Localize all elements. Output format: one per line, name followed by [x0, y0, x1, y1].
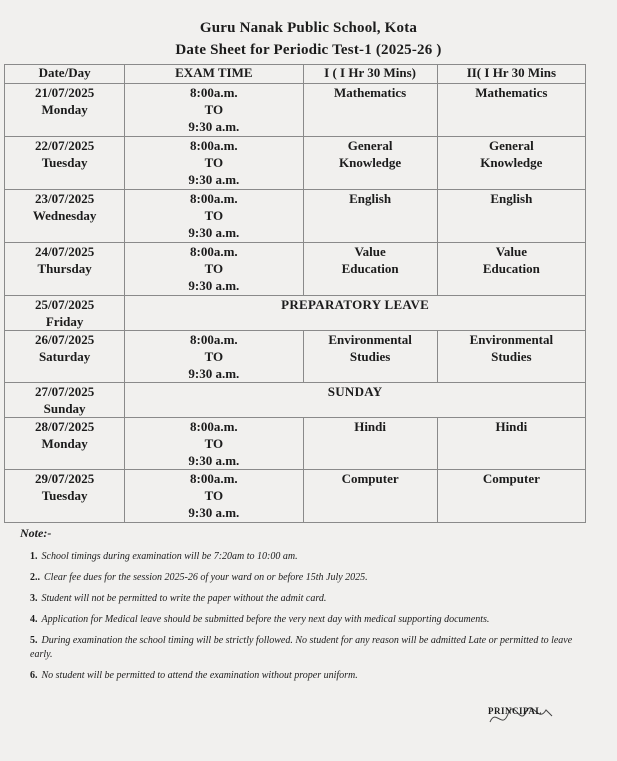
school-name: Guru Nanak Public School, Kota: [199, 20, 418, 36]
table-header-row: [5, 65, 586, 84]
date-day-cell: [5, 296, 125, 331]
paper-1-cell: [303, 470, 437, 523]
exam-time-line: 8:00a.m.: [190, 471, 238, 486]
header-exam-time: EXAM TIME: [125, 65, 303, 84]
day-text: Monday: [41, 102, 88, 117]
note-text: During examination the school timing will be strictly followed. No student for any reason will be admitted Late or permitted to leave early.: [30, 635, 573, 660]
exam-time-cell: [125, 84, 303, 137]
exam-time-cell: [125, 331, 303, 383]
date-text: 23/07/2025: [34, 191, 95, 206]
paper-2-cell: [437, 84, 585, 137]
day-text: Tuesday: [41, 155, 88, 170]
note-item: [20, 634, 580, 662]
day-text: Wednesday: [32, 208, 97, 223]
notes-section: [20, 526, 580, 690]
note-number: 2..: [30, 572, 40, 583]
date-day-cell: [5, 243, 125, 296]
note-number: 5.: [30, 635, 38, 646]
exam-time-line: TO: [204, 208, 224, 223]
day-text: Tuesday: [41, 488, 88, 503]
paper-1-cell: [303, 84, 437, 137]
exam-time-cell: [125, 190, 303, 243]
note-text: Clear fee dues for the session 2025-26 of your ward on or before 15th July 2025.: [44, 572, 368, 583]
table-row: [5, 470, 586, 523]
paper-1-line: Computer: [341, 471, 399, 486]
day-text: Friday: [45, 314, 84, 329]
paper-1-line: Mathematics: [334, 85, 407, 100]
paper-1-cell: [303, 418, 437, 470]
note-text: Student will not be permitted to write the paper without the admit card.: [41, 593, 327, 604]
table-row: [5, 137, 586, 190]
paper-2-line: Value: [495, 244, 528, 259]
notes-heading: Note:-: [20, 526, 52, 540]
table-row: [5, 418, 586, 470]
exam-time-line: 9:30 a.m.: [188, 453, 240, 468]
paper-2-line: Hindi: [495, 419, 528, 434]
note-item: [20, 550, 580, 564]
exam-time-line: TO: [204, 155, 224, 170]
paper-2-cell: [437, 190, 585, 243]
paper-1-line: Hindi: [354, 419, 386, 434]
paper-2-line: Mathematics: [475, 85, 548, 100]
table-row: [5, 190, 586, 243]
date-text: 24/07/2025: [34, 244, 95, 259]
note-text: Application for Medical leave should be submitted before the very next day with medical supporting documents.: [41, 614, 490, 625]
paper-1-line: Studies: [349, 349, 391, 364]
note-text: School timings during examination will be 7:20am to 10:00 am.: [41, 551, 298, 562]
exam-time-line: TO: [204, 349, 224, 364]
day-text: Sunday: [43, 401, 86, 416]
exam-time-cell: [125, 418, 303, 470]
table-row: [5, 84, 586, 137]
paper-2-line: Environmental: [469, 332, 554, 347]
paper-2-line: Education: [482, 261, 540, 276]
paper-1-cell: [303, 331, 437, 383]
paper-2-cell: [437, 470, 585, 523]
table-row: [5, 296, 586, 331]
paper-1-cell: [303, 137, 437, 190]
exam-time-line: 9:30 a.m.: [188, 225, 240, 240]
date-day-cell: [5, 331, 125, 383]
exam-time-line: TO: [204, 102, 224, 117]
span-note-cell: SUNDAY: [125, 383, 586, 418]
note-item: [20, 669, 580, 683]
exam-time-line: 8:00a.m.: [190, 244, 238, 259]
header-paper-1: I ( I Hr 30 Mins): [303, 65, 437, 84]
date-text: 27/07/2025: [34, 384, 95, 399]
note-number: 3.: [30, 593, 38, 604]
date-day-cell: [5, 137, 125, 190]
table-row: [5, 243, 586, 296]
paper-2-line: Computer: [482, 471, 540, 486]
paper-1-line: Knowledge: [339, 155, 402, 170]
exam-time-line: 8:00a.m.: [190, 138, 238, 153]
date-day-cell: [5, 190, 125, 243]
paper-2-line: General: [488, 138, 534, 153]
paper-1-line: Environmental: [328, 332, 412, 347]
date-day-cell: [5, 470, 125, 523]
date-day-cell: [5, 84, 125, 137]
exam-time-line: 9:30 a.m.: [188, 366, 240, 381]
note-item: [20, 613, 580, 627]
note-number: 6.: [30, 670, 38, 681]
exam-time-line: 9:30 a.m.: [188, 119, 240, 134]
date-text: 28/07/2025: [34, 419, 95, 434]
day-text: Monday: [41, 436, 88, 451]
date-day-cell: [5, 418, 125, 470]
date-text: 22/07/2025: [34, 138, 95, 153]
paper-1-line: Education: [341, 261, 399, 276]
paper-2-cell: [437, 331, 585, 383]
header-paper-2: II( I Hr 30 Mins: [437, 65, 585, 84]
table-body: [5, 84, 586, 523]
day-text: Thursday: [37, 261, 92, 276]
paper-2-line: English: [490, 191, 533, 206]
exam-time-line: 9:30 a.m.: [188, 172, 240, 187]
note-text: No student will be permitted to attend the examination without proper uniform.: [41, 670, 358, 681]
sheet-title: Date Sheet for Periodic Test-1 (2025-26 ): [175, 42, 442, 58]
principal-label: PRINCIPAL: [488, 706, 542, 716]
note-number: 1.: [30, 551, 38, 562]
paper-1-line: Value: [354, 244, 386, 259]
exam-time-line: 9:30 a.m.: [188, 505, 240, 520]
exam-time-line: 8:00a.m.: [190, 191, 238, 206]
exam-time-cell: [125, 243, 303, 296]
exam-time-cell: [125, 470, 303, 523]
table-row: [5, 383, 586, 418]
exam-time-cell: [125, 137, 303, 190]
exam-time-line: 8:00a.m.: [190, 85, 238, 100]
exam-time-line: 9:30 a.m.: [188, 278, 240, 293]
note-item: [20, 592, 580, 606]
date-text: 29/07/2025: [34, 471, 95, 486]
day-text: Saturday: [38, 349, 91, 364]
paper-1-line: General: [347, 138, 393, 153]
note-item: [20, 571, 580, 585]
table-row: [5, 331, 586, 383]
date-text: 25/07/2025: [34, 297, 95, 312]
header-date-day: Date/Day: [5, 65, 125, 84]
exam-time-line: 8:00a.m.: [190, 419, 238, 434]
exam-time-line: 8:00a.m.: [190, 332, 238, 347]
paper-1-line: English: [349, 191, 392, 206]
span-note-cell: PREPARATORY LEAVE: [125, 296, 586, 331]
paper-2-cell: [437, 137, 585, 190]
notes-list: [20, 550, 580, 683]
exam-time-line: TO: [204, 488, 224, 503]
paper-2-line: Knowledge: [480, 155, 543, 170]
paper-1-cell: [303, 190, 437, 243]
paper-2-cell: [437, 243, 585, 296]
note-number: 4.: [30, 614, 38, 625]
date-day-cell: [5, 383, 125, 418]
paper-2-line: Studies: [491, 349, 532, 364]
date-sheet-table: [4, 64, 586, 523]
date-text: 26/07/2025: [34, 332, 95, 347]
paper-2-cell: [437, 418, 585, 470]
exam-time-line: TO: [204, 436, 224, 451]
paper-1-cell: [303, 243, 437, 296]
exam-time-line: TO: [204, 261, 224, 276]
date-text: 21/07/2025: [34, 85, 95, 100]
